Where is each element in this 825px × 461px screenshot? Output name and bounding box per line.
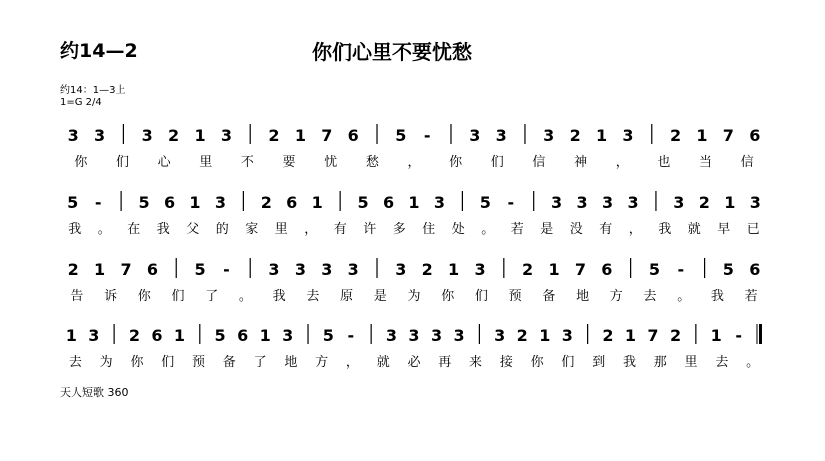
lyric-char: ，	[407, 155, 421, 170]
lyric-char: 有	[333, 222, 347, 237]
note: 3	[214, 193, 227, 212]
lyric-char: 们	[490, 155, 504, 170]
note: 7	[120, 260, 132, 279]
lyric-char: 诉	[104, 289, 118, 304]
dash-note: -	[94, 193, 102, 212]
lyric-char: 当	[699, 155, 713, 170]
lyric-char: 们	[171, 289, 185, 304]
note: 6	[749, 260, 761, 279]
lyric-char: 是	[540, 222, 554, 237]
note: 3	[551, 193, 563, 212]
lyric-char: 我	[622, 355, 636, 370]
lyric-char: 不	[240, 155, 254, 170]
lyric-char: 了	[205, 289, 219, 304]
note: 2	[67, 260, 79, 279]
note: 1	[311, 193, 323, 212]
lyric-char: 你	[130, 355, 144, 370]
note: 3	[282, 326, 294, 345]
note: 3	[495, 126, 507, 145]
note: 6	[347, 126, 359, 145]
note: 7	[647, 326, 659, 345]
note: 1	[539, 326, 551, 345]
note: 1	[189, 193, 201, 212]
note: 2	[168, 126, 180, 145]
dash-note: -	[223, 260, 230, 279]
note: 3	[627, 193, 639, 212]
note: 2	[421, 260, 433, 279]
source-note: 天人短歌 360	[60, 386, 129, 399]
note: 5	[722, 260, 734, 279]
lyric-char: 我	[658, 222, 672, 237]
lyric-char: 我	[272, 289, 286, 304]
note: 6	[163, 193, 176, 212]
note: 3	[673, 193, 685, 212]
note: 1	[294, 126, 306, 145]
note: 1	[408, 193, 420, 212]
note: 2	[669, 326, 682, 345]
lyric-char: ，	[628, 222, 642, 237]
note: 3	[433, 193, 446, 212]
note: 7	[321, 126, 333, 145]
note: 3	[408, 326, 420, 345]
lyric-char: 你	[530, 355, 544, 370]
lyric-char: 心	[157, 155, 171, 170]
lyric-char: 来	[469, 355, 483, 370]
note: 5	[648, 260, 660, 279]
hymn-code: 约14—2	[60, 40, 138, 62]
lyric-char: 处	[451, 222, 465, 237]
note: 7	[722, 126, 734, 145]
note: 1	[710, 326, 722, 345]
lyric-char: 预	[508, 289, 522, 304]
lyric-char: 必	[407, 355, 421, 370]
note: 1	[724, 193, 736, 212]
dash-note: -	[347, 326, 355, 345]
key-time-signature: 1=G 2/4	[60, 97, 102, 108]
note: 3	[469, 126, 481, 145]
dash-note: -	[423, 126, 431, 145]
note: 3	[474, 260, 486, 279]
lyric-char: 你	[74, 155, 88, 170]
note: 6	[749, 126, 761, 145]
note: 3	[395, 260, 407, 279]
lyric-char: 到	[592, 355, 606, 370]
note: 3	[453, 326, 465, 345]
lyric-char: 忧	[324, 155, 338, 170]
note: 3	[268, 260, 280, 279]
note: 1	[624, 326, 637, 345]
note: 2	[516, 326, 528, 345]
lyric-char: 就	[376, 355, 390, 370]
lyric-char: 多	[392, 222, 406, 237]
dash-note: -	[677, 260, 685, 279]
lyric-char: 方	[315, 355, 329, 370]
lyric-char: 们	[115, 155, 129, 170]
note: 6	[237, 326, 249, 345]
lyric-char: 里	[199, 155, 213, 170]
note: 5	[214, 326, 226, 345]
lyric-char: 信	[532, 155, 546, 170]
note: 1	[173, 326, 186, 345]
lyric-char: 若	[744, 289, 758, 304]
lyric-char: 你	[137, 289, 151, 304]
lyric-char: 那	[653, 355, 667, 370]
note: 3	[88, 326, 100, 345]
note: 6	[382, 193, 395, 212]
note: 3	[543, 126, 555, 145]
lyric-char: 有	[599, 222, 613, 237]
lyric-char: 里	[274, 222, 288, 237]
note: 5	[357, 193, 369, 212]
note: 1	[548, 260, 560, 279]
note: 3	[141, 126, 153, 145]
note: 1	[65, 326, 77, 345]
lyric-char: ，	[615, 155, 629, 170]
note: 2	[698, 193, 710, 212]
note: 2	[602, 326, 614, 345]
lyric-char: 为	[407, 289, 421, 304]
dash-note: -	[735, 326, 743, 345]
note: 6	[601, 260, 613, 279]
note: 1	[696, 126, 708, 145]
lyric-char: 信	[740, 155, 754, 170]
lyric-char: 们	[561, 355, 575, 370]
note: 3	[601, 193, 614, 212]
note: 2	[260, 193, 272, 212]
note: 3	[430, 326, 443, 345]
lyric-char: 要	[282, 155, 296, 170]
lyric-char: 我	[68, 222, 82, 237]
note: 3	[94, 126, 106, 145]
lyric-char: 家	[245, 222, 259, 237]
note: 2	[522, 260, 534, 279]
lyric-char: 早	[717, 222, 731, 237]
note: 5	[395, 126, 407, 145]
lyric-char: 备	[542, 289, 556, 304]
lyric-char: 地	[576, 289, 590, 304]
note: 5	[138, 193, 150, 212]
lyric-char: 。	[238, 289, 252, 304]
lyric-char: 。	[746, 355, 760, 370]
lyric-char: 没	[569, 222, 583, 237]
note: 1	[94, 260, 106, 279]
lyric-char: 原	[340, 289, 354, 304]
note: 3	[220, 126, 233, 145]
note: 3	[494, 326, 506, 345]
lyric-char: 告	[70, 289, 84, 304]
lyric-char: 去	[306, 289, 320, 304]
lyric-char: 若	[510, 222, 524, 237]
lyric-char: 再	[438, 355, 452, 370]
note: 3	[576, 193, 588, 212]
lyric-char: 预	[192, 355, 206, 370]
lyric-char: 。	[677, 289, 691, 304]
lyric-char: 也	[657, 155, 671, 170]
lyric-char: 是	[373, 289, 387, 304]
note: 3	[749, 193, 761, 212]
note: 6	[151, 326, 163, 345]
note: 2	[669, 126, 682, 145]
lyric-char: 我	[156, 222, 170, 237]
lyric-char: 地	[284, 355, 298, 370]
lyric-char: 们	[161, 355, 175, 370]
lyric-char: 许	[363, 222, 377, 237]
note: 3	[347, 260, 359, 279]
note: 2	[268, 126, 280, 145]
note: 3	[321, 260, 333, 279]
note: 1	[194, 126, 206, 145]
lyric-char: 去	[643, 289, 657, 304]
note: 3	[67, 126, 79, 145]
dash-note: -	[507, 193, 515, 212]
lyric-char: 你	[441, 289, 455, 304]
lyric-char: 们	[474, 289, 488, 304]
note: 3	[622, 126, 634, 145]
note: 1	[259, 326, 271, 345]
lyric-char: ，	[304, 222, 318, 237]
scripture-reference: 约14：1—3上	[60, 85, 126, 96]
note: 3	[561, 326, 573, 345]
lyric-char: 去	[68, 355, 82, 370]
lyric-char: ，	[345, 355, 359, 370]
lyric-char: 方	[609, 289, 623, 304]
note: 2	[569, 126, 581, 145]
lyric-char: 。	[481, 222, 495, 237]
lyric-char: 了	[253, 355, 267, 370]
lyric-char: 已	[746, 222, 760, 237]
lyric-char: 的	[215, 222, 229, 237]
lyric-char: 备	[222, 355, 236, 370]
lyric-char: 父	[186, 222, 200, 237]
lyric-char: 我	[710, 289, 724, 304]
lyric-char: 就	[687, 222, 701, 237]
note: 2	[128, 326, 140, 345]
lyric-char: 接	[499, 355, 513, 370]
note: 1	[595, 126, 608, 145]
hymn-title: 你们心里不要忧愁	[312, 40, 472, 64]
lyric-char: 里	[684, 355, 698, 370]
note: 6	[286, 193, 298, 212]
lyric-char: 愁	[365, 155, 379, 170]
lyric-char: 神	[574, 155, 588, 170]
note: 7	[574, 260, 587, 279]
note: 5	[194, 260, 206, 279]
lyric-char: 在	[127, 222, 141, 237]
note: 3	[385, 326, 398, 345]
note: 1	[448, 260, 460, 279]
lyric-char: 住	[422, 222, 436, 237]
lyric-char: 。	[97, 222, 111, 237]
note: 5	[479, 193, 491, 212]
lyric-char: 为	[99, 355, 113, 370]
lyric-char: 你	[449, 155, 463, 170]
note: 5	[322, 326, 334, 345]
note: 5	[67, 193, 79, 212]
note: 3	[294, 260, 306, 279]
note: 6	[146, 260, 159, 279]
lyric-char: 去	[715, 355, 729, 370]
